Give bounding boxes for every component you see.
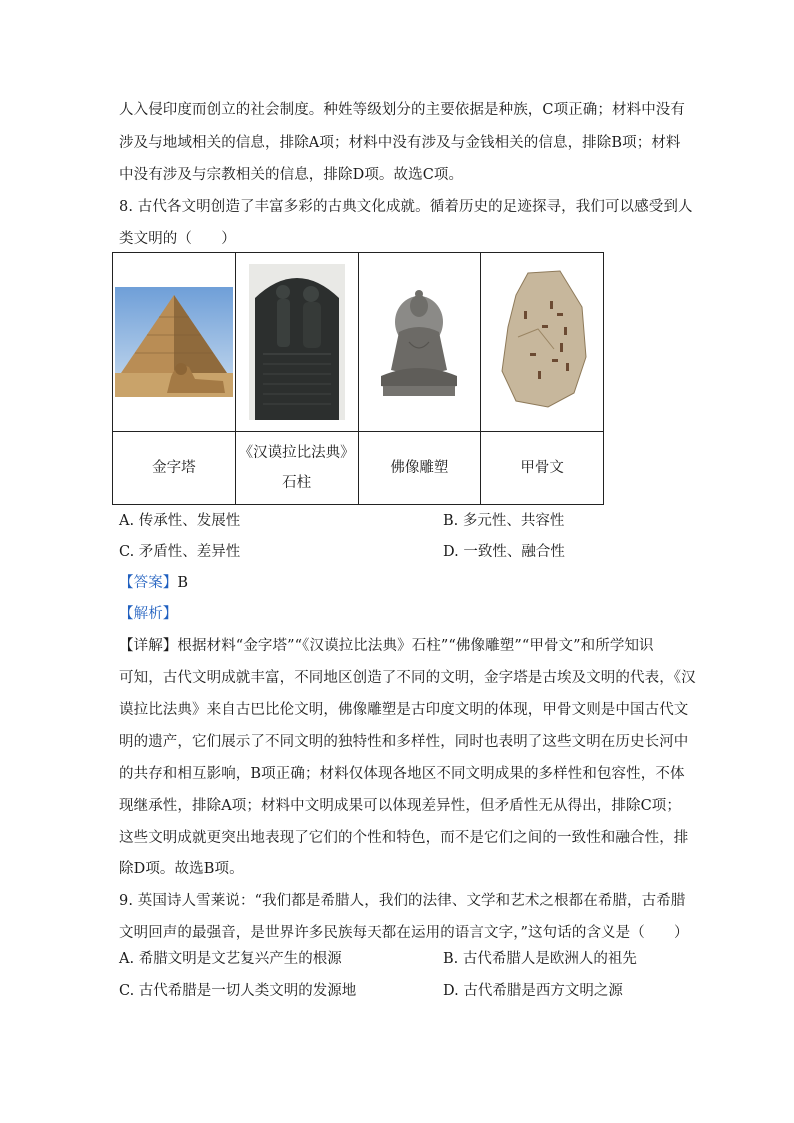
oracle-bone-image-cell: [481, 253, 604, 432]
analysis-label: 【解析】: [119, 606, 178, 622]
caption-hammurabi: [235, 432, 358, 505]
detail-line: 这些文明成就更突出地表现了它们的个性和特色，而不是它们之间的一致性和融合性，排: [119, 830, 689, 846]
question-8-stem: 8. 古代各文明创造了丰富多彩的古典文化成就。循着历史的足迹探寻，我们可以感受到人: [119, 199, 693, 215]
detail-line: 明的遗产，它们展示了不同文明的独特性和多样性，同时也表明了这些文明在历史长河中: [119, 734, 689, 750]
caption-buddha: 佛像雕塑: [358, 432, 481, 505]
caption-pyramid: 金字塔: [113, 432, 236, 505]
detail-line: 的共存和相互影响，B项正确；材料仅体现各地区不同文明成果的多样性和包容性，不体: [119, 766, 685, 782]
question-9-stem: 文明回声的最强音，是世界许多民族每天都在运用的语言文字，”这句话的含义是（ ）: [119, 925, 689, 941]
detail-line: [119, 636, 654, 656]
pyramid-image-cell: [113, 253, 236, 432]
answer-value: B: [177, 575, 189, 591]
option-b: B. 古代希腊人是欧洲人的祖先: [443, 951, 637, 967]
text-line: 涉及与地域相关的信息，排除A项；材料中没有涉及与金钱相关的信息，排除B项；材料: [119, 135, 681, 151]
hammurabi-stele-image-cell: [235, 253, 358, 432]
detail-line: 可知，古代文明成就丰富，不同地区创造了不同的文明，金字塔是古埃及文明的代表，《汉: [119, 670, 696, 686]
option-b: B. 多元性、共容性: [443, 513, 565, 529]
caption-oracle-bone: 甲骨文: [481, 432, 604, 505]
text-line: 中没有涉及与宗教相关的信息，排除D项。故选C项。: [119, 167, 464, 183]
detail-line: 除D项。故选B项。: [119, 861, 244, 877]
option-a: A. 希腊文明是文艺复兴产生的根源: [119, 951, 342, 967]
detail-label: 【详解】: [119, 638, 178, 654]
question-9-stem: 9. 英国诗人雪莱说：“我们都是希腊人，我们的法律、文学和艺术之根都在希腊，古希腊: [119, 893, 686, 909]
option-c: C. 古代希腊是一切人类文明的发源地: [119, 983, 357, 999]
question-8-stem: 类文明的（ ）: [119, 231, 236, 247]
option-d: D. 古代希腊是西方文明之源: [443, 983, 623, 999]
oracle-bone-image: [494, 267, 590, 417]
image-table: [112, 252, 604, 505]
buddha-statue-image: [369, 282, 469, 402]
text-line: 人入侵印度而创立的社会制度。种姓等级划分的主要依据是种族，C项正确；材料中没有: [119, 102, 685, 118]
answer-line: [119, 573, 188, 593]
detail-line: 现继承性，排除A项；材料中文明成果可以体现差异性，但矛盾性无从得出，排除C项；: [119, 798, 681, 814]
caption-hammurabi-line2: 石柱: [282, 475, 312, 491]
hammurabi-stele-image: [249, 264, 345, 420]
pyramid-image: [115, 287, 233, 397]
caption-hammurabi-line1: 《汉谟拉比法典》: [238, 445, 355, 461]
buddha-statue-image-cell: [358, 253, 481, 432]
detail-text: 根据材料“金字塔”“《汉谟拉比法典》石柱”“佛像雕塑”“甲骨文”和所学知识: [177, 638, 654, 654]
option-a: A. 传承性、发展性: [119, 513, 241, 529]
option-c: C. 矛盾性、差异性: [119, 544, 241, 560]
detail-line: 谟拉比法典》来自古巴比伦文明，佛像雕塑是古印度文明的体现，甲骨文则是中国古代文: [119, 702, 689, 718]
option-d: D. 一致性、融合性: [443, 544, 565, 560]
answer-label: 【答案】: [119, 575, 178, 591]
